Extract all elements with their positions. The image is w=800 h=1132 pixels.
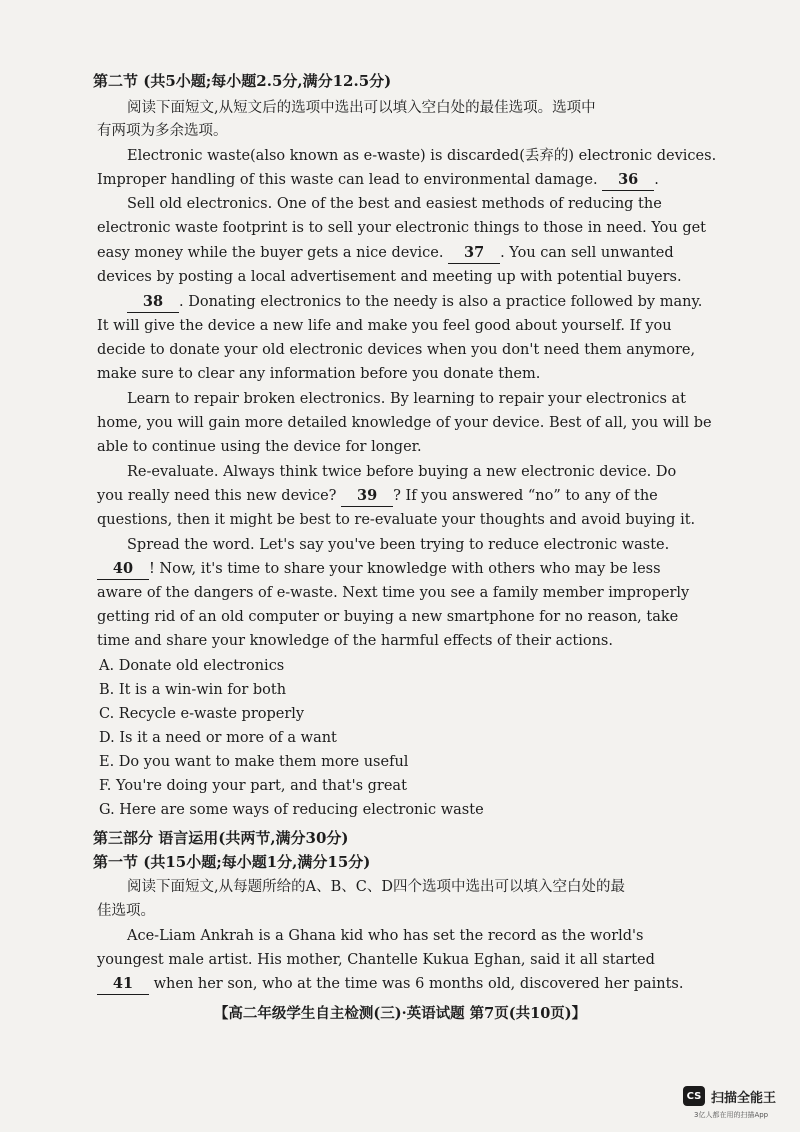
scanner-watermark (683, 1086, 776, 1106)
passage-line: make sure to clear any information before you donate them. (97, 366, 541, 382)
passage-line: Re-evaluate. Always think twice before buying a new electronic device. Do (127, 464, 677, 480)
blank-40: 40 (97, 559, 149, 580)
passage-line (97, 486, 689, 507)
passage-text: . (654, 172, 659, 188)
passage-line (97, 559, 689, 580)
option-c: C. Recycle e-waste properly (99, 706, 305, 722)
passage-line: Ace-Liam Ankrah is a Ghana kid who has set the record as the world's (127, 928, 644, 944)
passage-line: time and share your knowledge of the harmful effects of their actions. (97, 633, 613, 649)
instruction-line: 佳选项。 (97, 903, 155, 919)
instruction-line: 有两项为多余选项。 (97, 123, 228, 139)
scanner-name: 扫描全能王 (711, 1090, 777, 1106)
passage-text: when her son, who at the time was 6 months old, discovered her paints. (153, 976, 684, 992)
passage-line: home, you will gain more detailed knowledge of your device. Best of all, you will be (97, 415, 712, 431)
passage-line: youngest male artist. His mother, Chantelle Kukua Eghan, said it all started (97, 952, 655, 968)
passage-line: devices by posting a local advertisement and meeting up with potential buyers. (97, 269, 682, 285)
passage-text: ? If you answered “no” to any of the (393, 488, 658, 504)
passage-line (97, 974, 689, 995)
passage-text: you really need this new device? (97, 488, 337, 504)
part3-section1-heading: 第一节 (共15小题;每小题1分,满分15分) (93, 853, 371, 871)
passage-line (97, 243, 689, 264)
passage-text: easy money while the buyer gets a nice device. (97, 245, 444, 261)
option-b: B. It is a win-win for both (99, 682, 287, 698)
option-a: A. Donate old electronics (99, 658, 285, 674)
passage-line: Sell old electronics. One of the best and easiest methods of reducing the (127, 196, 662, 212)
passage-line: questions, then it might be best to re-evaluate your thoughts and avoid buying it. (97, 512, 696, 528)
passage-line: Electronic waste(also known as e-waste) is discarded(丢弃的) electronic devices. (127, 148, 717, 164)
part3-heading: 第三部分 语言运用(共两节,满分30分) (93, 829, 349, 847)
passage-line (97, 170, 689, 191)
passage-line (127, 292, 703, 313)
passage-line: aware of the dangers of e-waste. Next time you see a family member improperly (97, 585, 690, 601)
passage-line: It will give the device a new life and make you feel good about yourself. If you (97, 318, 672, 334)
passage-text: Improper handling of this waste can lead to environmental damage. (97, 172, 598, 188)
passage-text: ! Now, it's time to share your knowledge with others who may be less (149, 561, 661, 577)
scanner-tagline: 3亿人都在用的扫描App (694, 1111, 769, 1119)
passage-line: decide to donate your old electronic devices when you don't need them anymore, (97, 342, 696, 358)
option-d: D. Is it a need or more of a want (99, 730, 337, 746)
passage-line: getting rid of an old computer or buying a new smartphone for no reason, take (97, 609, 679, 625)
passage-line: able to continue using the device for longer. (97, 439, 422, 455)
camscanner-icon: CS (683, 1086, 705, 1106)
blank-36: 36 (602, 170, 654, 191)
section2-heading: 第二节 (共5小题;每小题2.5分,满分12.5分) (93, 72, 392, 90)
passage-line: electronic waste footprint is to sell your electronic things to those in need. You get (97, 220, 707, 236)
option-f: F. You're doing your part, and that's great (99, 778, 407, 794)
passage-line: Spread the word. Let's say you've been trying to reduce electronic waste. (127, 537, 670, 553)
page-footer: 【高二年级学生自主检测(三)·英语试题 第7页(共10页)】 (213, 1005, 587, 1022)
passage-line: Learn to repair broken electronics. By learning to repair your electronics at (127, 391, 687, 407)
option-e: E. Do you want to make them more useful (99, 754, 409, 770)
blank-39: 39 (341, 486, 393, 507)
blank-38: 38 (127, 292, 179, 313)
option-g: G. Here are some ways of reducing electronic waste (99, 802, 484, 818)
blank-37: 37 (448, 243, 500, 264)
passage-text: . Donating electronics to the needy is also a practice followed by many. (179, 294, 703, 310)
passage-text: . You can sell unwanted (500, 245, 674, 261)
instruction-line: 阅读下面短文,从短文后的选项中选出可以填入空白处的最佳选项。选项中 (127, 100, 596, 116)
blank-41: 41 (97, 974, 149, 995)
instruction-line: 阅读下面短文,从每题所给的A、B、C、D四个选项中选出可以填入空白处的最 (127, 879, 625, 895)
